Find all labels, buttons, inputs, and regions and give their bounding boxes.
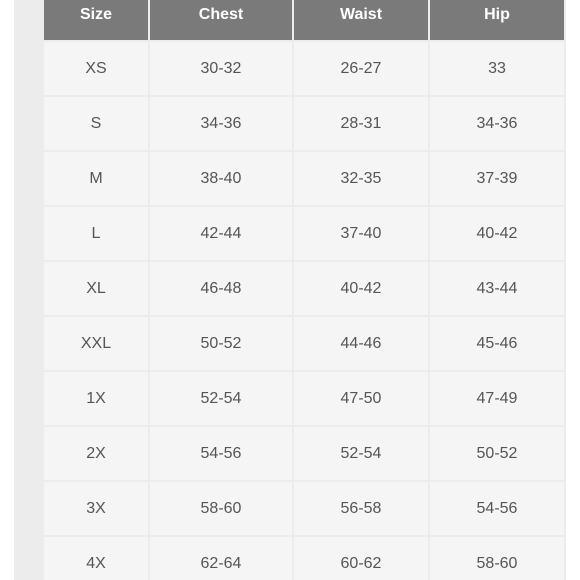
row-4x-waist: 60-62 (294, 537, 428, 580)
row-l-chest: 42-44 (150, 207, 292, 260)
row-2x-size: 2X (44, 427, 148, 480)
row-xs-waist: 26-27 (294, 42, 428, 95)
row-l-waist: 37-40 (294, 207, 428, 260)
row-xl-waist: 40-42 (294, 262, 428, 315)
row-xxl-chest: 50-52 (150, 317, 292, 370)
header-waist: Waist (294, 0, 428, 40)
row-xs-hip: 33 (430, 42, 564, 95)
row-m-size: M (44, 152, 148, 205)
header-size: Size (44, 0, 148, 40)
row-xs-chest: 30-32 (150, 42, 292, 95)
row-l-hip: 40-42 (430, 207, 564, 260)
row-4x-hip: 58-60 (430, 537, 564, 580)
row-1x-chest: 52-54 (150, 372, 292, 425)
row-2x-hip: 50-52 (430, 427, 564, 480)
row-s-hip: 34-36 (430, 97, 564, 150)
size-chart-table (44, 0, 564, 580)
header-chest: Chest (150, 0, 292, 40)
row-2x-waist: 52-54 (294, 427, 428, 480)
row-3x-hip: 54-56 (430, 482, 564, 535)
row-xl-size: XL (44, 262, 148, 315)
row-xs-size: XS (44, 42, 148, 95)
row-m-waist: 32-35 (294, 152, 428, 205)
size-chart-background (14, 0, 566, 580)
row-3x-waist: 56-58 (294, 482, 428, 535)
row-4x-chest: 62-64 (150, 537, 292, 580)
row-s-waist: 28-31 (294, 97, 428, 150)
row-m-chest: 38-40 (150, 152, 292, 205)
row-xxl-hip: 45-46 (430, 317, 564, 370)
row-l-size: L (44, 207, 148, 260)
row-1x-hip: 47-49 (430, 372, 564, 425)
row-xxl-size: XXL (44, 317, 148, 370)
row-xxl-waist: 44-46 (294, 317, 428, 370)
header-hip: Hip (430, 0, 564, 40)
row-1x-size: 1X (44, 372, 148, 425)
row-4x-size: 4X (44, 537, 148, 580)
row-1x-waist: 47-50 (294, 372, 428, 425)
row-3x-size: 3X (44, 482, 148, 535)
row-xl-chest: 46-48 (150, 262, 292, 315)
row-xl-hip: 43-44 (430, 262, 564, 315)
row-s-chest: 34-36 (150, 97, 292, 150)
row-s-size: S (44, 97, 148, 150)
row-m-hip: 37-39 (430, 152, 564, 205)
row-2x-chest: 54-56 (150, 427, 292, 480)
row-3x-chest: 58-60 (150, 482, 292, 535)
